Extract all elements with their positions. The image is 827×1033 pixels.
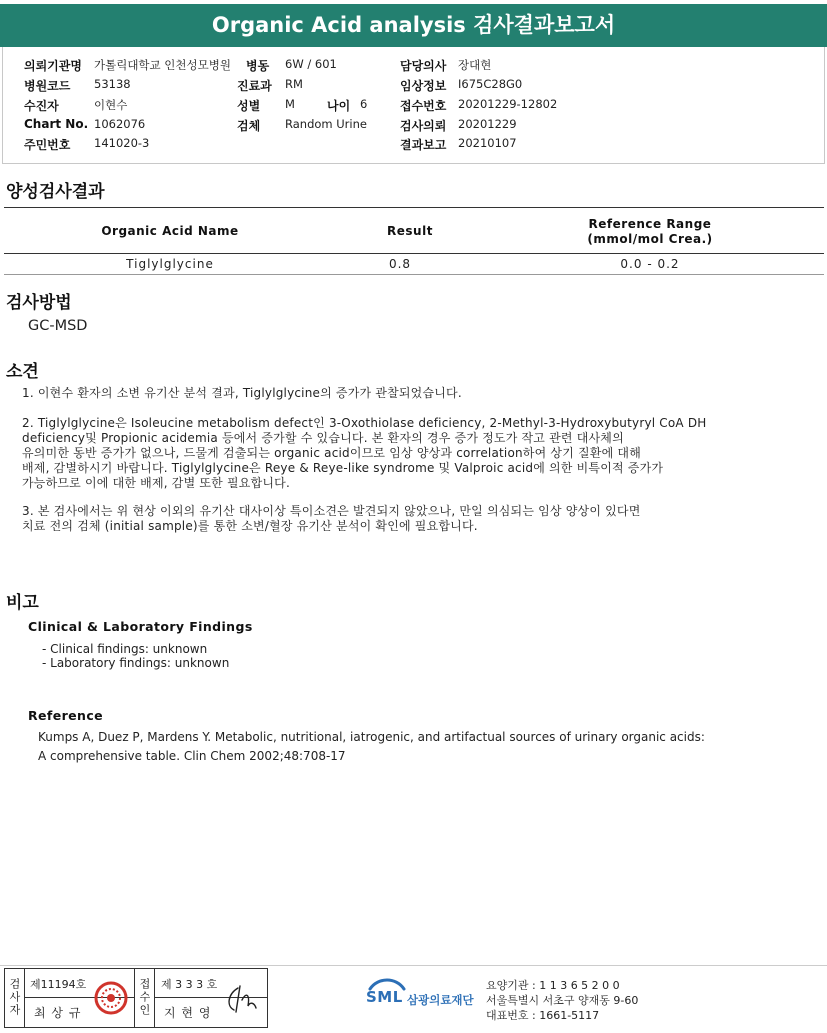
value-clinical-info: I675C28G0	[458, 77, 523, 91]
signature-divider	[24, 968, 25, 1028]
reference-title: Reference	[28, 708, 104, 723]
org-line-3: 대표번호 : 1661-5117	[486, 1009, 600, 1022]
value-department: RM	[285, 77, 303, 91]
org-line-2: 서울특별시 서초구 양재동 9-60	[486, 994, 639, 1007]
result-range: 0.0 - 0.2	[620, 257, 680, 271]
value-patient: 이현수	[94, 98, 128, 112]
inspector-vertical-label: 검사자	[8, 978, 21, 1017]
inspector-license-no: 제11194호	[30, 978, 87, 991]
approver-vertical-label: 접수인	[138, 978, 151, 1017]
value-specimen: Random Urine	[285, 117, 367, 131]
clinical-findings-line: - Clinical findings: unknown	[42, 642, 208, 656]
label-clinical-info: 임상정보	[400, 79, 447, 93]
result-name: Tiglylglycine	[126, 257, 214, 271]
clinical-findings-title: Clinical & Laboratory Findings	[28, 619, 253, 634]
reference-line-2: A comprehensive table. Clin Chem 2002;48:708-17	[38, 749, 346, 763]
value-hospital-code: 53138	[94, 77, 131, 91]
label-chart-no: Chart No.	[24, 117, 89, 131]
label-receipt-no: 접수번호	[400, 99, 447, 113]
label-specimen: 검체	[237, 119, 261, 133]
label-request-date: 검사의뢰	[400, 119, 447, 133]
label-report-date: 결과보고	[400, 138, 447, 152]
method-value: GC-MSD	[28, 318, 88, 334]
value-ward: 6W / 601	[285, 57, 337, 71]
label-ward: 병동	[246, 59, 270, 73]
signature-divider	[154, 968, 155, 1028]
value-institution: 가톨릭대학교 인천성모병원	[94, 58, 231, 72]
table-header-rule	[4, 253, 824, 254]
approver-name: 지 현 영	[164, 1006, 212, 1020]
col-header-result: Result	[387, 224, 433, 238]
label-age: 나이	[327, 99, 351, 113]
inspector-name: 최 상 규	[34, 1006, 82, 1020]
label-sex: 성별	[237, 99, 261, 113]
label-doctor: 담당의사	[400, 59, 447, 73]
label-resident-no: 주민번호	[24, 138, 71, 152]
org-brand: SML	[366, 988, 403, 1006]
org-name: 삼광의료재단	[407, 993, 474, 1007]
inspector-seal-icon	[94, 981, 128, 1015]
org-line-1: 요양기관 : 1 1 3 6 5 2 0 0	[486, 979, 620, 992]
footer-divider	[0, 965, 827, 966]
value-report-date: 20210107	[458, 136, 517, 150]
value-age: 6	[360, 97, 368, 111]
label-hospital-code: 병원코드	[24, 79, 71, 93]
result-value: 0.8	[388, 257, 412, 271]
approver-signature-icon	[222, 980, 262, 1018]
signature-divider	[134, 968, 135, 1028]
approver-license-no: 제 3 3 3 호	[161, 978, 218, 991]
label-department: 진료과	[237, 79, 272, 93]
col-header-name: Organic Acid Name	[101, 224, 239, 238]
value-sex: M	[285, 97, 295, 111]
finding-1: 1. 이현수 환자의 소변 유기산 분석 결과, Tiglylglycine의 증가가 관찰되었습니다.	[22, 386, 462, 400]
laboratory-findings-line: - Laboratory findings: unknown	[42, 656, 230, 670]
positive-results-title: 양성검사결과	[6, 182, 105, 202]
table-top-rule	[4, 207, 824, 208]
col-header-ref-2: (mmol/mol Crea.)	[587, 232, 713, 246]
col-header-ref-1: Reference Range	[588, 217, 712, 231]
findings-title: 소견	[6, 362, 39, 382]
report-title: Organic Acid analysis 검사결과보고서	[0, 4, 827, 47]
method-title: 검사방법	[6, 293, 72, 313]
table-bottom-rule	[4, 274, 824, 275]
remarks-title: 비고	[6, 593, 39, 613]
reference-line-1: Kumps A, Duez P, Mardens Y. Metabolic, nutritional, iatrogenic, and artifactual sources of urinary organic acids:	[38, 730, 705, 744]
value-request-date: 20201229	[458, 117, 517, 131]
value-chart-no: 1062076	[94, 117, 146, 131]
value-receipt-no: 20201229-12802	[458, 97, 558, 111]
finding-3: 3. 본 검사에서는 위 현상 이외의 유기산 대사이상 특이소견은 발견되지 않았으나, 만일 의심되는 임상 양상이 있다면 치료 전의 검체 (initial sample)를 통한 소변/혈장 유기산 분석이 확인에 필요합니다.	[22, 504, 641, 533]
value-resident-no: 141020-3	[94, 136, 150, 150]
label-institution: 의뢰기관명	[24, 59, 82, 73]
value-doctor: 장대현	[458, 58, 492, 72]
label-patient: 수진자	[24, 99, 59, 113]
finding-2: 2. Tiglylglycine은 Isoleucine metabolism defect인 3-Oxothiolase deficiency, 2-Methyl-3-Hydroxybutyryl CoA DH deficiency및 Propionic acidemia 등에서 증가할 수 있습니다. 본 환자의 경우 증가 정도가 작고 관련 대사체의 유의미한 동반 증가가 없으나, 드물게 검출되는 organic acid이므로 임상 양상과 correlation하여 상기 질환에 대해 배제, 감별하시기 바랍니다. Tiglylglycine은 Reye & Reye-like syndrome 및 Valproic acid에 의한 비특이적 증가가 가능하므로 이에 대한 배제, 감별 또한 필요합니다.	[22, 416, 707, 490]
